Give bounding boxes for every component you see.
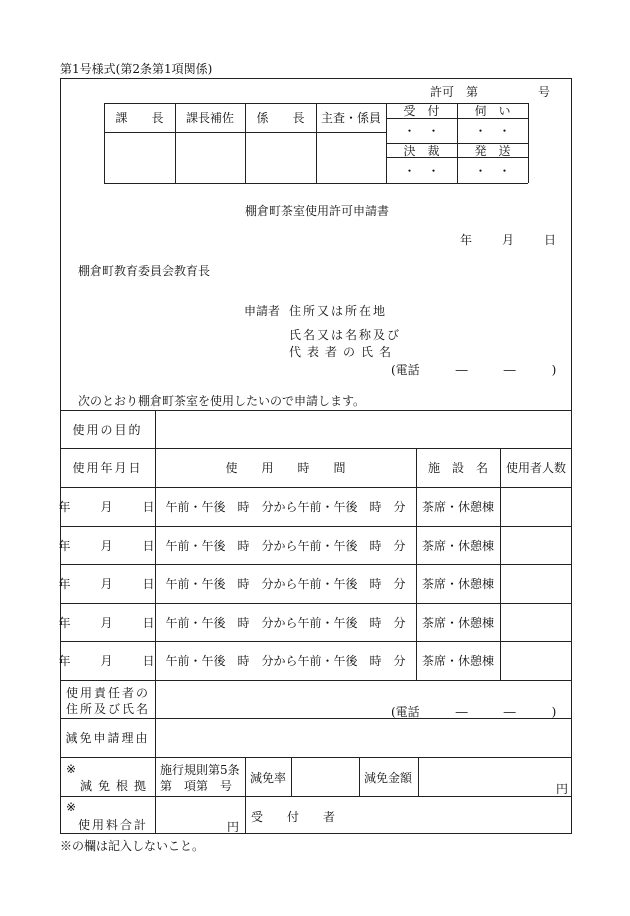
responsible-label-1: 使用責任者の [66,686,151,700]
decision-header: 決 裁 [403,143,440,158]
staff-header: 主査・係員 [320,111,381,125]
row-4-facility[interactable]: 茶席・休憩棟 [421,615,494,630]
row-2-time[interactable]: 午前・午後 時 分から午前・午後 時 分 [165,538,406,553]
reduction-amount-yen: 円 [556,782,569,796]
responsible-label-2: 住所及び氏名 [66,702,151,716]
reduction-reason-field[interactable] [155,718,572,757]
receiver-label: 受 付 者 [251,810,336,824]
inquiry-date: ・ ・ [474,124,511,138]
rule-reference-1: 施行規則第5条 [160,763,240,777]
rule-reference-2: 第 項第 号 [160,779,233,793]
page-title: 棚倉町茶室使用許可申請書 [245,204,390,218]
section-head-header: 係 長 [256,111,305,125]
intro-text: 次のとおり棚倉町茶室を使用したいので申請します。 [78,394,366,408]
footnote: ※の欄は記入しないこと。 [60,839,205,853]
applicant-address-label: 住所又は所在地 [289,304,388,318]
row-4-time[interactable]: 午前・午後 時 分から午前・午後 時 分 [165,615,406,630]
row-3-users[interactable] [500,564,572,603]
office-use-mark-2: ※ [66,800,77,814]
time-header: 使 用 時 間 [225,461,346,475]
dispatch-header: 発 送 [474,143,511,158]
row-2-users[interactable] [500,526,572,564]
row-2-facility[interactable]: 茶席・休憩棟 [421,538,494,553]
row-1-users[interactable] [500,487,572,526]
applicant-name-label-1: 氏名又は名称及び [289,328,402,342]
receipt-date: ・ ・ [403,124,440,138]
application-date: 年 月 日 [460,233,559,247]
row-5-facility[interactable]: 茶席・休憩棟 [421,654,494,668]
row-1-date[interactable]: 年 月 日 [58,500,157,514]
dispatch-date: ・ ・ [474,163,511,178]
users-header: 使用者人数 [505,461,566,475]
row-4-users[interactable] [500,603,572,641]
row-5-date[interactable]: 年 月 日 [58,654,157,668]
date-header: 使用年月日 [72,461,143,475]
office-use-mark: ※ [66,762,77,776]
inquiry-header: 伺 い [474,104,511,118]
reduction-basis-label: 減免根拠 [80,779,153,793]
row-2-date[interactable]: 年 月 日 [58,538,157,553]
row-1-time[interactable]: 午前・午後 時 分から午前・午後 時 分 [165,500,406,514]
fee-total-label: 使用料合計 [78,818,149,832]
applicant-phone: (電話 ― ― ) [391,363,557,377]
applicant-label: 申請者 [244,304,281,318]
facility-header: 施 設 名 [427,461,488,475]
responsible-phone: (電話 ― ― ) [391,705,557,719]
decision-date: ・ ・ [403,163,440,178]
reduction-rate-label: 減免率 [250,771,287,785]
chief-header: 課 長 [115,111,164,125]
reduction-amount-label: 減免金額 [364,771,413,785]
permit-number-label: 許可 第 号 [430,85,551,99]
purpose-field[interactable] [155,410,572,448]
reduction-reason-label: 減免申請理由 [65,731,150,745]
form-number: 第1号様式(第2条第1項関係) [60,62,213,76]
reduction-rate-field[interactable] [291,757,359,796]
row-1-facility[interactable]: 茶席・休憩棟 [421,500,494,514]
receipt-header: 受 付 [403,104,440,118]
row-5-time[interactable]: 午前・午後 時 分から午前・午後 時 分 [165,654,406,668]
row-4-date[interactable]: 年 月 日 [58,615,157,630]
deputy-chief-header: 課長補佐 [185,111,234,125]
row-5-users[interactable] [500,641,572,680]
row-3-date[interactable]: 年 月 日 [58,577,157,591]
addressee: 棚倉町教育委員会教育長 [78,264,211,278]
applicant-name-label-2: 代表者の氏名 [289,345,398,359]
fee-total-yen: 円 [227,820,240,834]
row-3-time[interactable]: 午前・午後 時 分から午前・午後 時 分 [165,577,406,591]
row-3-facility[interactable]: 茶席・休憩棟 [421,577,494,591]
purpose-label: 使用の目的 [72,422,143,437]
